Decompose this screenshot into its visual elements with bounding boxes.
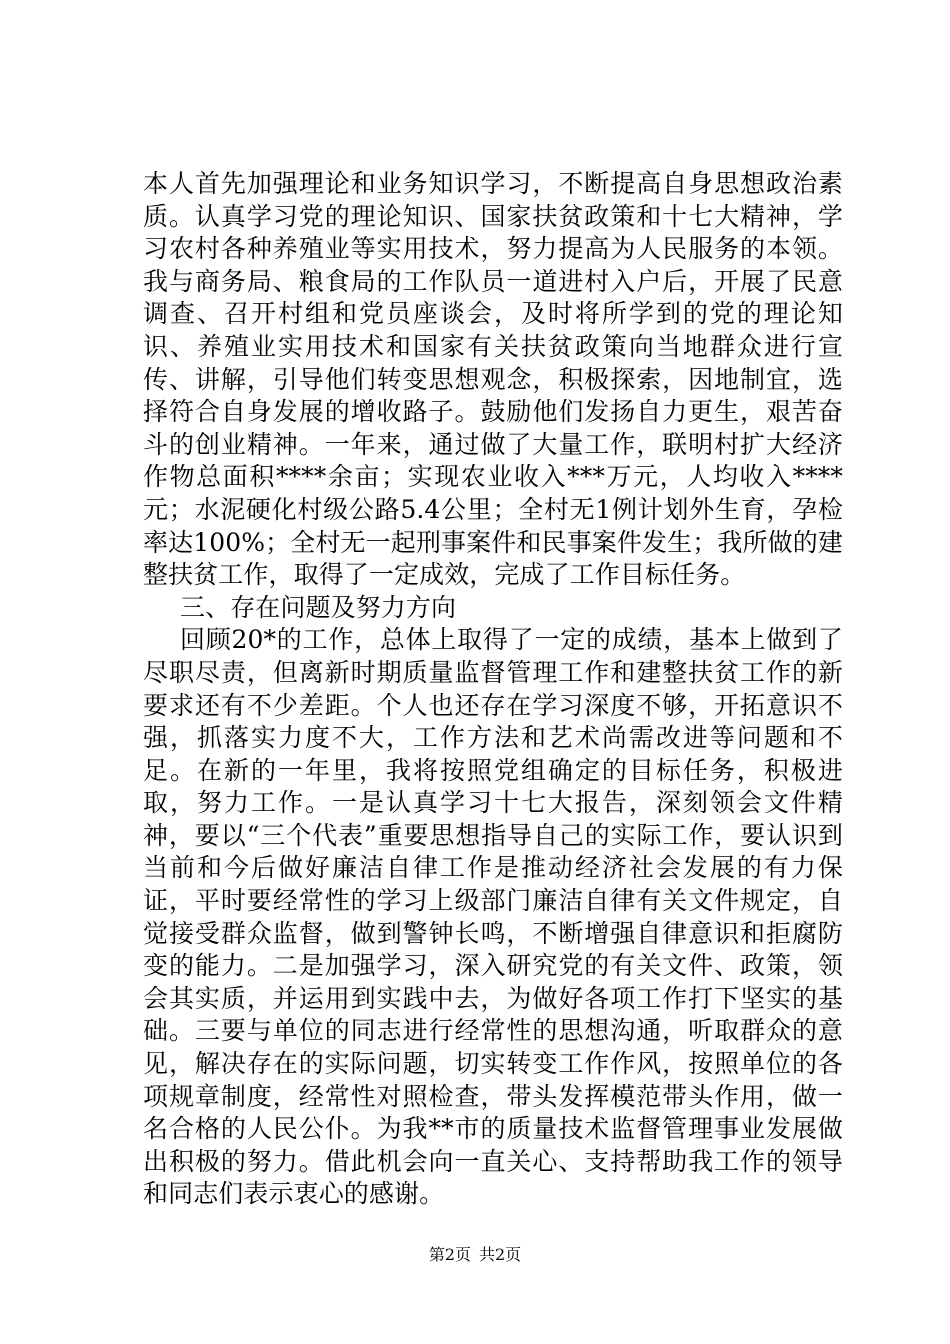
document-body: [143, 168, 843, 1211]
page-footer: [0, 1245, 950, 1265]
section-heading: 三、存在问题及努力方向: [180, 592, 457, 622]
page-number-total: 共2页: [479, 1245, 522, 1264]
paragraph-continuation: 本人首先加强理论和业务知识学习，不断提高自身思想政治素质。认真学习党的理论知识、国家扶贫政策和十七大精神，学习农村各种养殖业等实用技术，努力提高为人民服务的本领。我与商务局、粮食局的工作队员一道进村入户后，开展了民意调查、召开村组和党员座谈会，及时将所学到的党的理论知识、养殖业实用技术和国家有关扶贫政策向当地群众进行宣传、讲解，引导他们转变思想观念，积极探索，因地制宜，选择符合自身发展的增收路子。鼓励他们发扬自力更生，艰苦奋斗的创业精神。一年来，通过做了大量工作，联明村扩大经济作物总面积****余亩；实现农业收入***万元，人均收入****元；水泥硬化村级公路5.4公里；全村无1例计划外生育，孕检率达100%；全村无一起刑事案件和民事案件发生；我所做的建整扶贫工作，取得了一定成效，完成了工作目标任务。: [143, 169, 843, 590]
paragraph-review: 回顾20*的工作，总体上取得了一定的成绩，基本上做到了尽职尽责，但离新时期质量监督管理工作和建整扶贫工作的新要求还有不少差距。个人也还存在学习深度不够，开拓意识不强，抓落实力度不大，工作方法和艺术尚需改进等问题和不足。在新的一年里，我将按照党组确定的目标任务，积极进取，努力工作。一是认真学习十七大报告，深刻领会文件精神，要以“三个代表”重要思想指导自己的实际工作，要认识到当前和今后做好廉洁自律工作是推动经济社会发展的有力保证，平时要经常性的学习上级部门廉洁自律有关文件规定，自觉接受群众监督，做到警钟长鸣，不断增强自律意识和拒腐防变的能力。二是加强学习，深入研究党的有关文件、政策，领会其实质，并运用到实践中去，为做好各项工作打下坚实的基础。三要与单位的同志进行经常性的思想沟通，听取群众的意见，解决存在的实际问题，切实转变工作作风，按照单位的各项规章制度，经常性对照检查，带头发挥模范带头作用，做一名合格的人民公仆。为我**市的质量技术监督管理事业发展做出积极的努力。借此机会向一直关心、支持帮助我工作的领导和同志们表示衷心的感谢。: [143, 625, 843, 1209]
page-number-current: 第2页: [428, 1245, 471, 1264]
